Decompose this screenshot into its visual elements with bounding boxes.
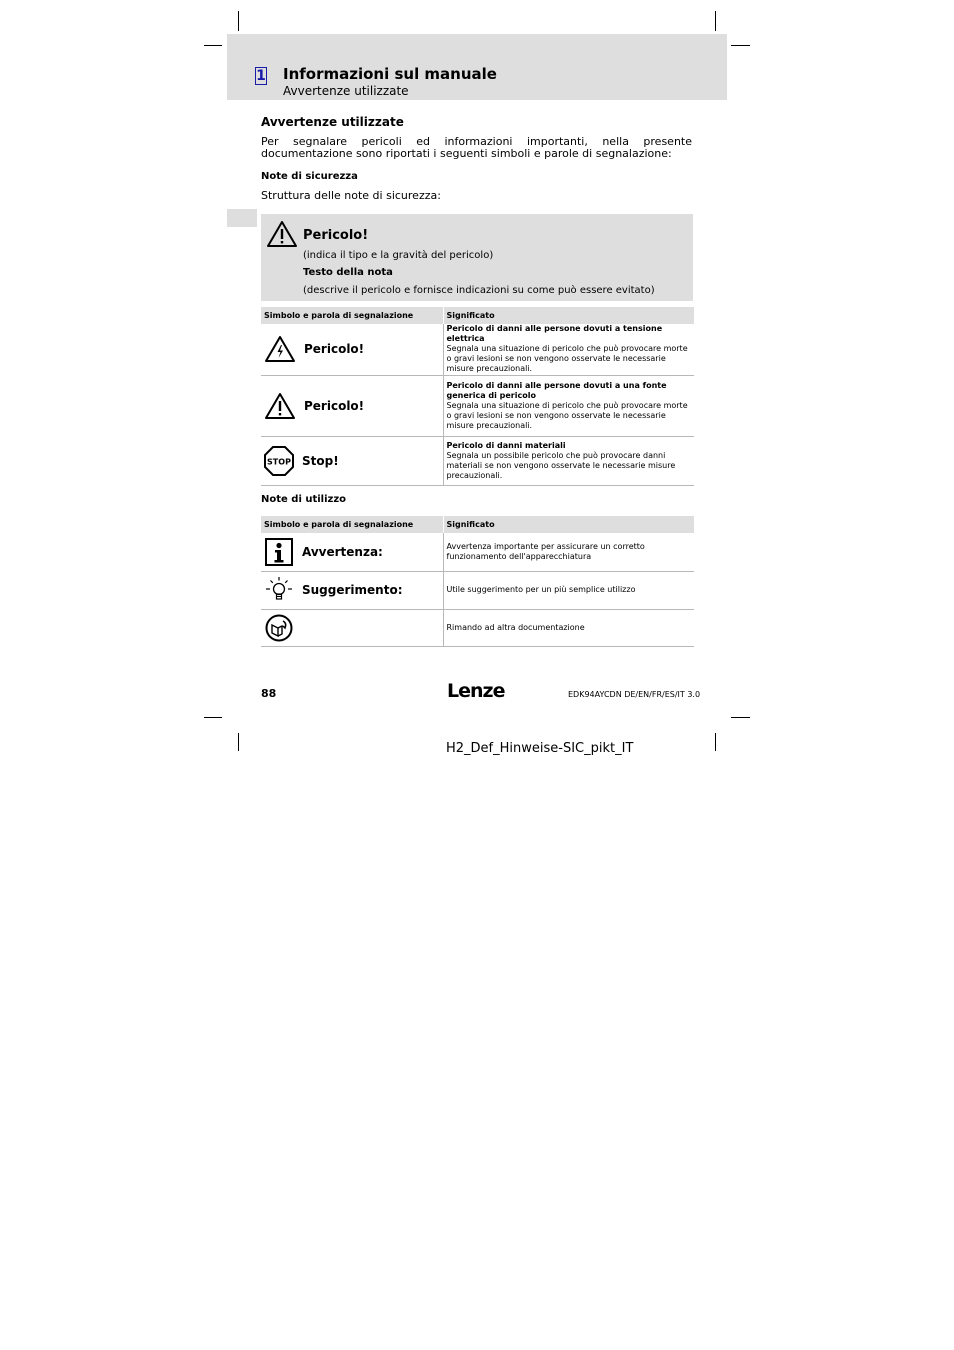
signal-word: Avvertenza:	[302, 544, 383, 559]
meaning-text: Segnala una situazione di pericolo che può provocare morte o gravi lesioni se non vengono osservate le necessarie misure precauzionali.	[446, 400, 688, 430]
page-number: 88	[261, 687, 277, 700]
usage-heading: Note di utilizzo	[261, 494, 347, 505]
crop-mark	[204, 45, 222, 46]
warning-triangle-icon	[266, 220, 298, 248]
crop-mark	[731, 717, 750, 718]
column-header: Simbolo e parola di segnalazione	[261, 516, 443, 533]
column-header: Significato	[443, 307, 694, 324]
svg-text:STOP: STOP	[267, 457, 291, 466]
stop-icon	[264, 446, 294, 476]
table-row	[261, 375, 694, 436]
meaning-text: Rimando ad altra documentazione	[446, 622, 585, 632]
file-label: H2_Def_Hinweise-SIC_pikt_IT	[446, 741, 634, 756]
meaning-text: Avvertenza importante per assicurare un corretto funzionamento dell'apparecchiatura	[446, 541, 645, 561]
meaning-text: Segnala un possibile pericolo che può provocare danni materiali se non vengono osservate le necessarie misure precauzionali.	[446, 450, 676, 480]
safety-box-title: Pericolo!	[303, 228, 369, 243]
table-row	[261, 571, 694, 609]
table-header-row	[261, 516, 694, 533]
column-header: Significato	[443, 516, 694, 533]
reference-icon	[264, 613, 294, 643]
table-row	[261, 324, 694, 375]
safety-note-box	[261, 214, 693, 301]
intro-paragraph: Per segnalare pericoli ed informazioni importanti, nella presente documentazione sono riportati i seguenti simboli e parole di segnalazione:	[261, 135, 692, 160]
general-hazard-icon	[264, 392, 296, 420]
side-tab	[227, 209, 257, 227]
table-header-row	[261, 307, 694, 324]
crop-mark	[204, 717, 222, 718]
chapter-number[interactable]: 1	[256, 68, 266, 84]
signal-word: Pericolo!	[304, 342, 365, 357]
crop-mark	[731, 45, 750, 46]
chapter-title: Informazioni sul manuale	[283, 65, 497, 83]
safety-box-line2: Testo della nota	[303, 267, 393, 278]
meaning-title: Pericolo di danni alle persone dovuti a una fonte generica di pericolo	[446, 380, 667, 400]
document-code: EDK94AYCDN DE/EN/FR/ES/IT 3.0	[568, 690, 701, 699]
signal-word: Stop!	[302, 453, 339, 468]
crop-mark	[238, 11, 239, 31]
meaning-text: Segnala una situazione di pericolo che può provocare morte o gravi lesioni se non vengono osservate le necessarie misure precauzionali.	[446, 344, 688, 374]
meaning-title: Pericolo di danni alle persone dovuti a tensione elettrica	[446, 324, 663, 344]
signal-word: Pericolo!	[304, 398, 365, 413]
safety-structure-text: Struttura delle note di sicurezza:	[261, 189, 441, 202]
usage-signal-table	[261, 516, 694, 647]
safety-heading: Note di sicurezza	[261, 171, 358, 182]
safety-box-line3: (descrive il pericolo e fornisce indicazioni su come può essere evitato)	[303, 285, 655, 296]
column-header: Simbolo e parola di segnalazione	[261, 307, 443, 324]
electric-hazard-icon	[264, 335, 296, 363]
meaning-text: Utile suggerimento per un più semplice utilizzo	[446, 585, 636, 594]
table-row	[261, 533, 694, 571]
safety-box-line1: (indica il tipo e la gravità del pericolo)	[303, 250, 494, 261]
crop-mark	[238, 733, 239, 751]
chapter-subtitle: Avvertenze utilizzate	[283, 84, 409, 98]
table-row	[261, 609, 694, 646]
safety-signal-table	[261, 307, 694, 486]
info-icon	[264, 537, 294, 567]
signal-word: Suggerimento:	[302, 583, 403, 597]
meaning-title: Pericolo di danni materiali	[446, 440, 566, 450]
lenze-logo: Lenze	[447, 680, 505, 702]
table-row	[261, 436, 694, 485]
lightbulb-icon	[264, 575, 294, 605]
section-title: Avvertenze utilizzate	[261, 115, 404, 129]
crop-mark	[715, 733, 716, 751]
crop-mark	[715, 11, 716, 31]
